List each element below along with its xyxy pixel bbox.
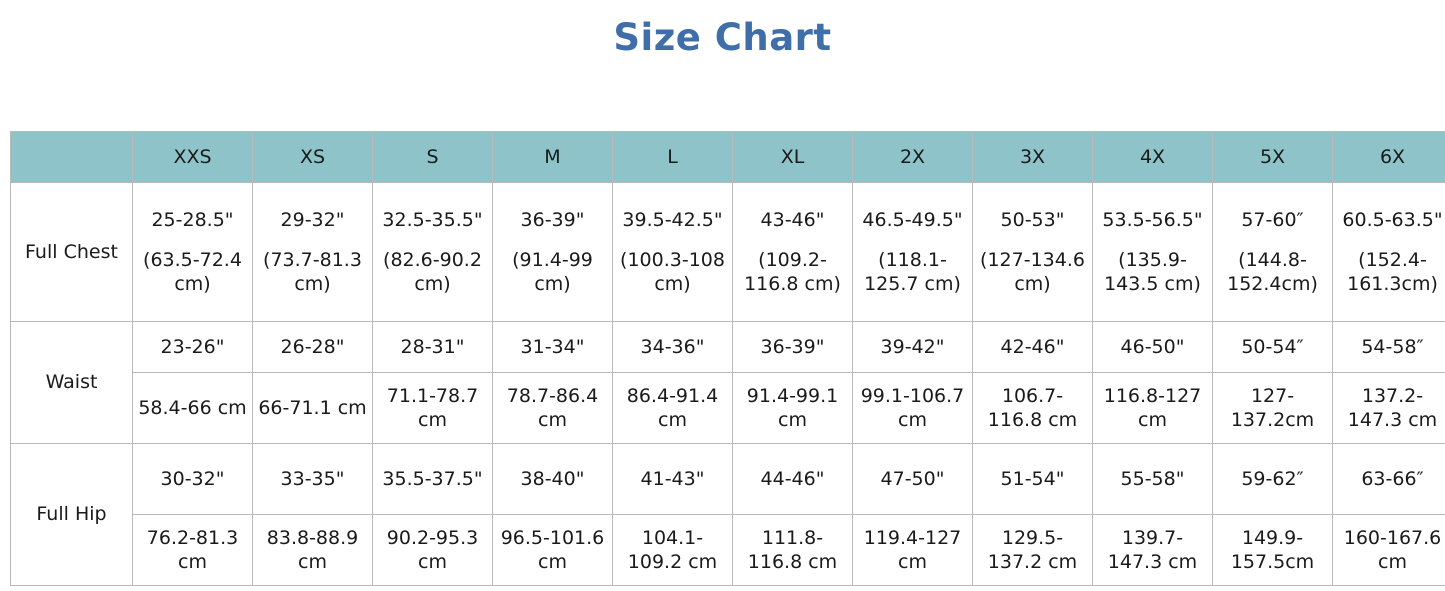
cell-hip-cm-2x: 119.4-127 cm <box>853 515 973 586</box>
cell-waist-in-3x: 42-46" <box>973 322 1093 373</box>
cell-hip-cm-xl: 111.8-116.8 cm <box>733 515 853 586</box>
value-cm: (118.1-125.7 cm) <box>864 248 961 296</box>
cell-waist-cm-m: 78.7-86.4 cm <box>493 373 613 444</box>
row-label-full-hip: Full Hip <box>11 444 133 586</box>
cell-hip-cm-5x: 149.9-157.5cm <box>1213 515 1333 586</box>
table-row-waist-cm <box>11 373 1445 444</box>
value-inches: 43-46" <box>760 208 825 231</box>
column-header-6x: 6X <box>1333 132 1445 183</box>
cell-hip-cm-m: 96.5-101.6 cm <box>493 515 613 586</box>
cell-waist-cm-xl: 91.4-99.1 cm <box>733 373 853 444</box>
cell-waist-cm-s: 71.1-78.7 cm <box>373 373 493 444</box>
table-row-full-hip-inches <box>11 444 1445 515</box>
cell-waist-in-l: 34-36" <box>613 322 733 373</box>
cell-waist-cm-l: 86.4-91.4 cm <box>613 373 733 444</box>
table-row-full-chest <box>11 183 1445 322</box>
cell-hip-in-5x: 59-62″ <box>1213 444 1333 515</box>
column-header-3x: 3X <box>973 132 1093 183</box>
table-row-full-hip-cm <box>11 515 1445 586</box>
cell-full-chest-5x <box>1213 183 1333 322</box>
cell-hip-in-3x: 51-54" <box>973 444 1093 515</box>
cell-hip-in-s: 35.5-37.5" <box>373 444 493 515</box>
cell-waist-in-m: 31-34" <box>493 322 613 373</box>
value-cm: (135.9-143.5 cm) <box>1104 248 1201 296</box>
cell-full-chest-s <box>373 183 493 322</box>
table-header <box>11 132 1445 183</box>
page-title: Size Chart <box>613 16 832 59</box>
row-label-full-chest: Full Chest <box>11 183 133 322</box>
value-cm: (82.6-90.2 cm) <box>383 248 482 296</box>
cell-full-chest-xxs <box>133 183 253 322</box>
cell-hip-in-2x: 47-50" <box>853 444 973 515</box>
cell-waist-cm-xxs: 58.4-66 cm <box>133 373 253 444</box>
cell-hip-cm-l: 104.1-109.2 cm <box>613 515 733 586</box>
value-inches: 46.5-49.5" <box>862 208 963 231</box>
cell-full-chest-4x <box>1093 183 1213 322</box>
column-header-l: L <box>613 132 733 183</box>
cell-waist-cm-5x: 127-137.2cm <box>1213 373 1333 444</box>
cell-full-chest-3x <box>973 183 1093 322</box>
cell-full-chest-6x <box>1333 183 1445 322</box>
value-inches: 25-28.5" <box>151 208 234 231</box>
value-cm: (109.2-116.8 cm) <box>744 248 841 296</box>
table-body <box>11 183 1445 586</box>
cell-hip-in-6x: 63-66″ <box>1333 444 1445 515</box>
cell-hip-cm-s: 90.2-95.3 cm <box>373 515 493 586</box>
cell-hip-in-xs: 33-35" <box>253 444 373 515</box>
column-header-xl: XL <box>733 132 853 183</box>
value-inches: 32.5-35.5" <box>382 208 483 231</box>
column-header-4x: 4X <box>1093 132 1213 183</box>
cell-full-chest-l <box>613 183 733 322</box>
cell-waist-cm-2x: 99.1-106.7 cm <box>853 373 973 444</box>
value-cm: (91.4-99 cm) <box>512 248 593 296</box>
value-cm: (152.4-161.3cm) <box>1347 248 1438 296</box>
value-inches: 39.5-42.5" <box>622 208 723 231</box>
value-inches: 53.5-56.5" <box>1102 208 1203 231</box>
cell-waist-in-4x: 46-50" <box>1093 322 1213 373</box>
value-cm: (144.8-152.4cm) <box>1227 248 1318 296</box>
cell-waist-in-xl: 36-39" <box>733 322 853 373</box>
value-cm: (100.3-108 cm) <box>620 248 725 296</box>
cell-waist-in-6x: 54-58″ <box>1333 322 1445 373</box>
column-header-m: M <box>493 132 613 183</box>
cell-hip-in-m: 38-40" <box>493 444 613 515</box>
cell-waist-cm-4x: 116.8-127 cm <box>1093 373 1213 444</box>
cell-waist-cm-3x: 106.7-116.8 cm <box>973 373 1093 444</box>
header-row <box>11 132 1445 183</box>
cell-hip-in-xxs: 30-32" <box>133 444 253 515</box>
cell-waist-cm-6x: 137.2-147.3 cm <box>1333 373 1445 444</box>
cell-hip-cm-xs: 83.8-88.9 cm <box>253 515 373 586</box>
column-header-s: S <box>373 132 493 183</box>
cell-waist-in-5x: 50-54″ <box>1213 322 1333 373</box>
column-header-2x: 2X <box>853 132 973 183</box>
cell-full-chest-xl <box>733 183 853 322</box>
cell-waist-in-xs: 26-28" <box>253 322 373 373</box>
cell-hip-cm-4x: 139.7-147.3 cm <box>1093 515 1213 586</box>
cell-waist-cm-xs: 66-71.1 cm <box>253 373 373 444</box>
cell-hip-in-4x: 55-58" <box>1093 444 1213 515</box>
cell-full-chest-m <box>493 183 613 322</box>
value-inches: 36-39" <box>520 208 585 231</box>
value-inches: 60.5-63.5" <box>1342 208 1443 231</box>
value-inches: 50-53" <box>1000 208 1065 231</box>
table-row-waist-inches <box>11 322 1445 373</box>
cell-hip-in-xl: 44-46" <box>733 444 853 515</box>
cell-full-chest-2x <box>853 183 973 322</box>
value-cm: (127-134.6 cm) <box>980 248 1085 296</box>
column-header-xs: XS <box>253 132 373 183</box>
value-cm: (63.5-72.4 cm) <box>143 248 242 296</box>
value-inches: 29-32" <box>280 208 345 231</box>
cell-waist-in-s: 28-31" <box>373 322 493 373</box>
cell-hip-cm-3x: 129.5-137.2 cm <box>973 515 1093 586</box>
cell-waist-in-2x: 39-42" <box>853 322 973 373</box>
size-chart-table <box>10 131 1445 586</box>
cell-waist-in-xxs: 23-26" <box>133 322 253 373</box>
cell-hip-cm-xxs: 76.2-81.3 cm <box>133 515 253 586</box>
value-cm: (73.7-81.3 cm) <box>263 248 362 296</box>
column-header-xxs: XXS <box>133 132 253 183</box>
value-inches: 57-60″ <box>1241 208 1304 231</box>
column-header-5x: 5X <box>1213 132 1333 183</box>
cell-full-chest-xs <box>253 183 373 322</box>
row-label-waist: Waist <box>11 322 133 444</box>
cell-hip-cm-6x: 160-167.6 cm <box>1333 515 1445 586</box>
header-corner <box>11 132 133 183</box>
cell-hip-in-l: 41-43" <box>613 444 733 515</box>
